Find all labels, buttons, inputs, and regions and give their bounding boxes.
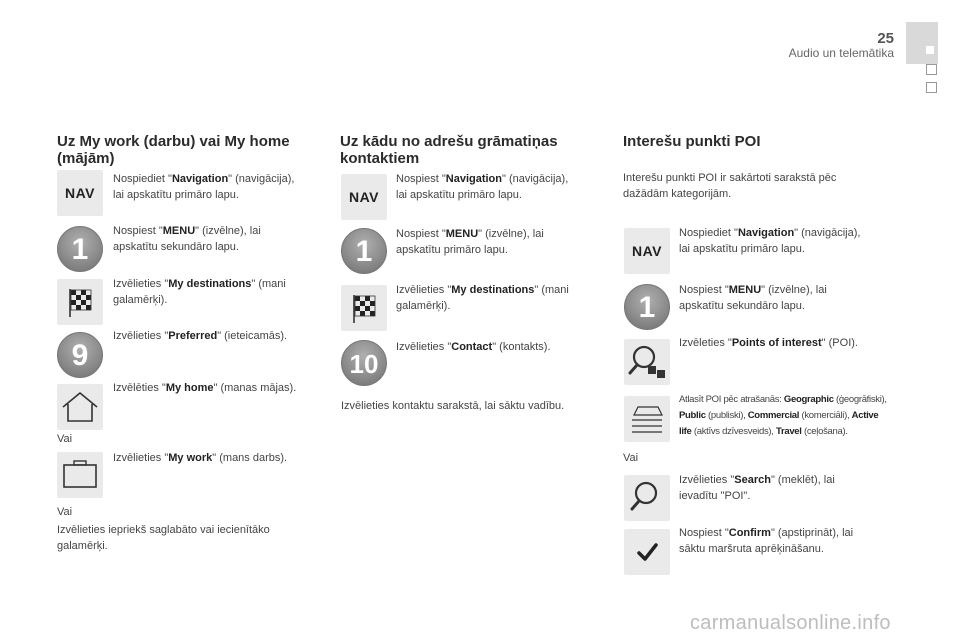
poi-search-icon bbox=[624, 339, 670, 385]
col3-step3: Izvēleties "Points of interest" (POI). bbox=[679, 337, 858, 349]
nav-button-icon: NAV bbox=[57, 170, 103, 216]
col2-step5: Izvēlieties kontaktu sarakstā, lai sāktu vadību. bbox=[341, 400, 565, 412]
step-badge-1-icon: 1 bbox=[341, 228, 387, 274]
col2-step3: Izvēlieties "My destinations" (mani galamērķi). bbox=[396, 284, 569, 312]
chapter-tab bbox=[926, 64, 937, 75]
nav-button-icon: NAV bbox=[624, 228, 670, 274]
watermark: carmanualsonline.info bbox=[690, 612, 891, 634]
category-list-icon bbox=[624, 396, 670, 442]
checkmark-icon bbox=[624, 529, 670, 575]
col1-step7: Izvēlieties iepriekš saglabāto vai iecienītāko galamērķi. bbox=[57, 524, 270, 552]
home-icon bbox=[57, 384, 103, 430]
page-number: 25 bbox=[877, 30, 894, 47]
col3-step6: Nospiest "Confirm" (apstiprināt), lai sāktu maršruta aprēķināšanu. bbox=[679, 527, 854, 555]
step-badge-1-icon: 1 bbox=[57, 226, 103, 272]
step-badge-9-icon: 9 bbox=[57, 332, 103, 378]
col1-or-2: Vai bbox=[57, 506, 73, 518]
col2-step2: Nospiest "MENU" (izvēlne), lai apskatītu primāro lapu. bbox=[396, 228, 544, 256]
checkered-flag-icon bbox=[57, 279, 103, 325]
col1-step5: Izvēlēties "My home" (manas mājas). bbox=[113, 382, 297, 394]
nav-button-icon: NAV bbox=[341, 174, 387, 220]
col3-intro: Interešu punkti POI ir sakārtoti sarakstā pēc dažādām kategorijām. bbox=[623, 172, 837, 200]
col1-step4: Izvēlieties "Preferred" (ieteicamās). bbox=[113, 330, 288, 342]
col3-step5: Izvēlieties "Search" (meklēt), lai ievadītu "POI". bbox=[679, 474, 835, 502]
col1-step3: Izvēlieties "My destinations" (mani galamērķi). bbox=[113, 278, 286, 306]
col2-title: Uz kādu no adrešu grāmatiņas kontaktiem bbox=[340, 133, 558, 167]
search-icon bbox=[624, 475, 670, 521]
col1-step6: Izvēlieties "My work" (mans darbs). bbox=[113, 452, 288, 464]
col3-or-1: Vai bbox=[623, 452, 639, 464]
col3-step1: Nospiediet "Navigation" (navigācija), lai apskatītu primāro lapu. bbox=[679, 227, 861, 255]
col2-step4: Izvēlieties "Contact" (kontakts). bbox=[396, 341, 551, 353]
step-badge-1-icon: 1 bbox=[624, 284, 670, 330]
col2-step1: Nospiest "Navigation" (navigācija), lai apskatītu primāro lapu. bbox=[396, 173, 569, 201]
col3-step4: Atlasīt POI pēc atrašanās: Geographic (ģeogrāfiski), Public (publiski), Commercial (komerciāli), Active life (aktīvs dzīvesveids), Travel (ceļošana). bbox=[679, 394, 887, 437]
col1-or-1: Vai bbox=[57, 433, 73, 445]
col1-step2: Nospiest "MENU" (izvēlne), lai apskatītu sekundāro lapu. bbox=[113, 225, 261, 253]
col3-step2: Nospiest "MENU" (izvēlne), lai apskatītu sekundāro lapu. bbox=[679, 284, 827, 312]
tab-marker bbox=[926, 46, 934, 54]
chapter-tab-active bbox=[906, 22, 938, 64]
col1-step1: Nospiediet "Navigation" (navigācija), lai apskatītu primāro lapu. bbox=[113, 173, 295, 201]
checkered-flag-icon bbox=[341, 285, 387, 331]
step-badge-10-icon: 10 bbox=[341, 340, 387, 386]
section-title: Audio un telemātika bbox=[788, 46, 894, 60]
chapter-tab bbox=[926, 82, 937, 93]
briefcase-icon bbox=[57, 452, 103, 498]
col1-title: Uz My work (darbu) vai My home (mājām) bbox=[57, 133, 290, 167]
col3-title: Interešu punkti POI bbox=[623, 133, 761, 150]
